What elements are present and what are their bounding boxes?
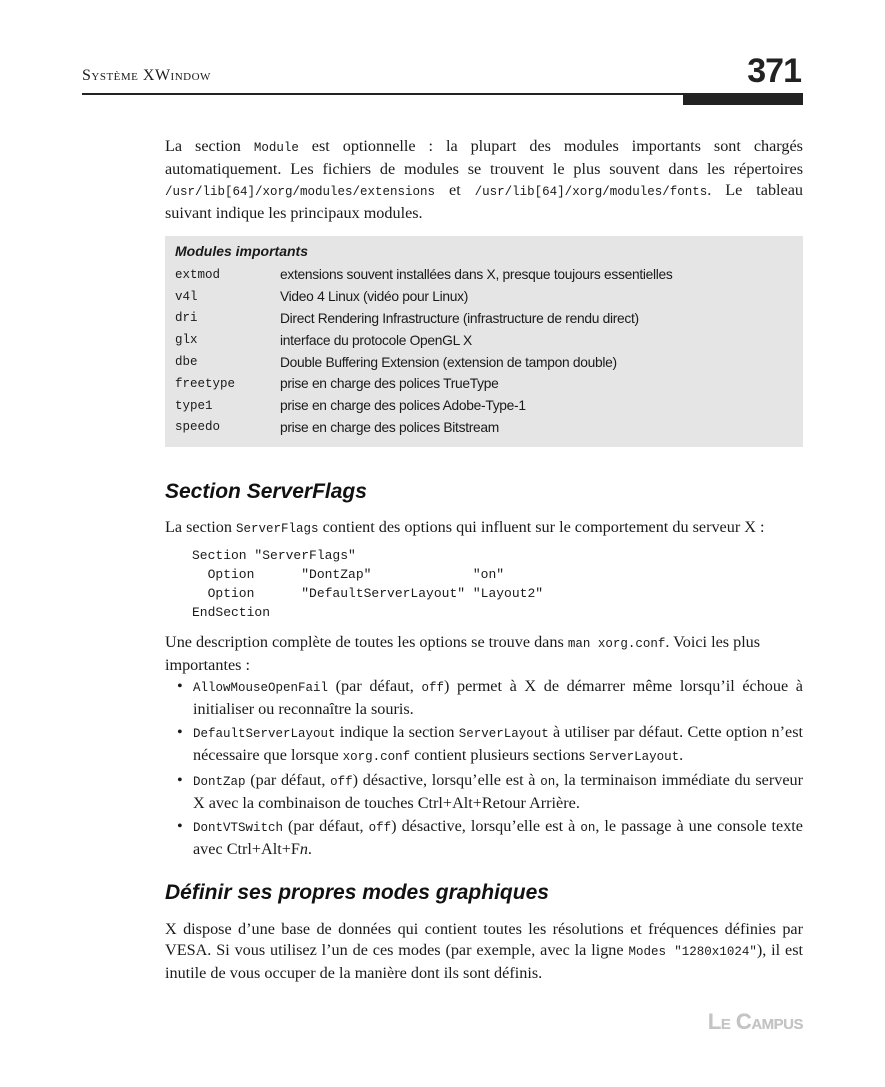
header-bar <box>683 95 803 105</box>
list-item <box>165 676 803 720</box>
module-code: freetype <box>175 376 236 391</box>
text: Une description complète de toutes les options se trouve dans <box>165 633 568 651</box>
text: , la terminaison immédiate du serveur X avec la combinaison de touches Ctrl+Alt+Retour Arrière. <box>193 771 803 812</box>
text: . <box>679 746 684 764</box>
table-row <box>175 351 795 373</box>
bullet-icon: • <box>177 817 183 835</box>
code-module: Module <box>253 141 299 155</box>
module-desc: prise en charge des polices Adobe-Type-1 <box>280 398 526 414</box>
code-value: on <box>540 775 556 789</box>
intro-paragraph <box>165 136 803 224</box>
bullet-icon: • <box>177 723 183 741</box>
text: . <box>307 840 312 858</box>
intro-text: et <box>435 181 475 199</box>
bullet-icon: • <box>177 771 183 789</box>
module-code: extmod <box>175 267 221 282</box>
code-modes: Modes "1280x1024" <box>628 945 757 959</box>
text: ) désactive, lorsqu’elle est à <box>352 771 541 789</box>
intro-text: est optionnelle : la plupart des modules importants sont chargés automatiquement. Les fichiers de modules se trouvent le plus souvent dans les répertoires <box>165 137 803 178</box>
code-path-fonts: /usr/lib[64]/xorg/modules/fonts <box>474 185 708 199</box>
text: (par défaut, <box>328 677 422 695</box>
text: indique la section <box>335 723 459 741</box>
section-heading-serverflags <box>165 480 367 504</box>
module-desc: Video 4 Linux (vidéo pour Linux) <box>280 289 469 305</box>
module-desc: prise en charge des polices TrueType <box>280 376 499 392</box>
code-option: AllowMouseOpenFail <box>193 681 329 695</box>
text: à utiliser par défaut. Cette option n’est nécessaire que lorsque <box>193 723 803 764</box>
text: contient plusieurs sections <box>410 746 590 764</box>
table-row <box>175 286 795 308</box>
text: . Voici les plus importantes : <box>165 633 761 674</box>
options-list <box>165 676 803 862</box>
table-row <box>175 329 795 351</box>
table-row <box>175 417 795 439</box>
section-heading-modes: Définir ses propres modes graphiques <box>165 881 549 904</box>
module-code: dri <box>175 311 198 326</box>
modes-paragraph <box>165 919 803 984</box>
serverflags-description <box>165 632 803 676</box>
module-desc: Direct Rendering Infrastructure (infrastructure de rendu direct) <box>280 310 639 326</box>
table-row <box>175 373 795 395</box>
text: ) désactive, lorsqu’elle est à <box>391 817 581 835</box>
intro-text: . Le tableau suivant indique les principaux modules. <box>165 181 804 222</box>
code-option: DontVTSwitch <box>193 821 284 835</box>
heading-italic: ServerFlags <box>246 480 367 503</box>
module-desc: interface du protocole OpenGL X <box>280 332 472 348</box>
code-option: DefaultServerLayout <box>193 727 336 741</box>
page-number: 371 <box>747 52 801 90</box>
list-item <box>165 770 803 814</box>
modules-table <box>165 236 803 447</box>
publisher-logo: Le Campus <box>707 1009 803 1034</box>
code-value: off <box>368 821 392 835</box>
text: La section <box>165 518 237 536</box>
bullet-icon: • <box>177 677 183 695</box>
running-head: Système XWindow <box>82 67 211 84</box>
code-path-extensions: /usr/lib[64]/xorg/modules/extensions <box>165 185 436 199</box>
code-value: ServerLayout <box>458 727 549 741</box>
intro-text: La section <box>165 137 254 155</box>
text: (par défaut, <box>245 771 331 789</box>
text: (par défaut, <box>283 817 369 835</box>
code-option: DontZap <box>193 775 246 789</box>
text: X dispose d’une base de données qui contient toutes les résolutions et fréquences définies par VESA. Si vous utilisez l’un de ces modes (par exemple, avec la ligne <box>165 920 803 959</box>
text-italic: n <box>299 840 308 858</box>
module-desc: Double Buffering Extension (extension de tampon double) <box>280 354 617 370</box>
module-code: type1 <box>175 398 213 413</box>
table-row <box>175 308 795 330</box>
code-value: ServerLayout <box>589 750 680 764</box>
module-code: speedo <box>175 420 221 435</box>
module-code: v4l <box>175 289 198 304</box>
serverflags-intro <box>165 517 803 540</box>
code-value: on <box>580 821 596 835</box>
code-serverflags: ServerFlags <box>236 522 319 536</box>
list-item <box>165 722 803 768</box>
table-row <box>175 264 795 286</box>
text: ) permet à X de démarrer même lorsqu’il échoue à initialiser ou reconnaître la souris. <box>193 677 803 718</box>
code-value: off <box>421 681 444 695</box>
code-value: off <box>330 775 353 789</box>
table-row <box>175 395 795 417</box>
module-desc: extensions souvent installées dans X, presque toujours essentielles <box>280 267 673 283</box>
code-block: Section "ServerFlags" Option "DontZap" "on" Option "DefaultServerLayout" "Layout2" EndSection <box>192 548 544 620</box>
module-code: glx <box>175 333 198 348</box>
code-man-xorg: man xorg.conf <box>567 637 666 651</box>
text: ), il est inutile de vous occuper de la manière dont ils sont définis. <box>165 941 803 982</box>
module-desc: prise en charge des polices Bitstream <box>280 419 499 435</box>
list-item <box>165 816 803 860</box>
text: contient des options qui influent sur le comportement du serveur X : <box>318 518 765 536</box>
code-value: xorg.conf <box>342 750 411 764</box>
table-title: Modules importants <box>175 243 309 259</box>
heading-plain: Section <box>165 480 247 503</box>
text: , le passage à une console texte avec Ctrl+Alt+F <box>193 817 803 858</box>
module-code: dbe <box>175 355 198 370</box>
